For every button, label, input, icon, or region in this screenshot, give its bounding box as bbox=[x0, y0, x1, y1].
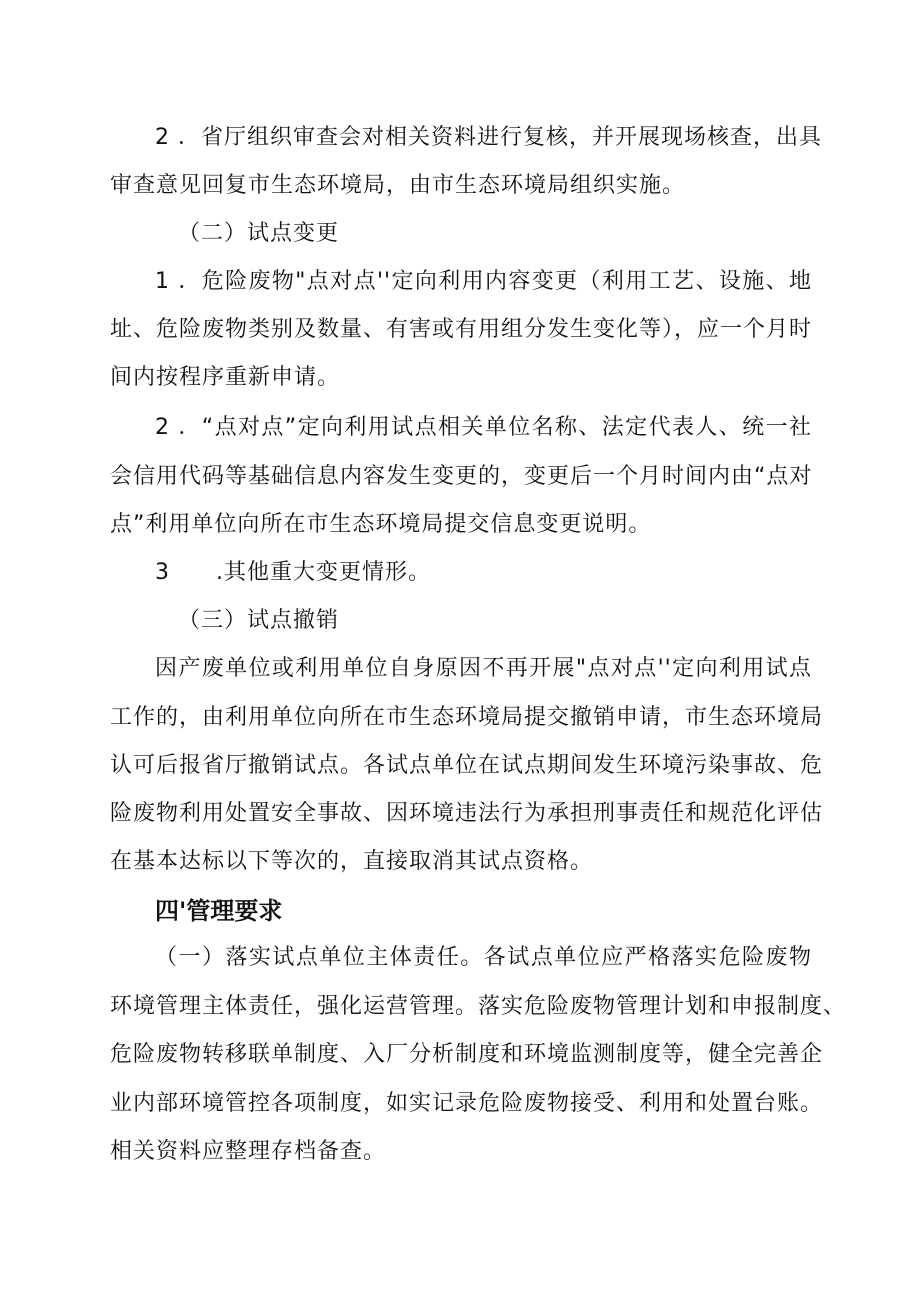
paragraph-line: （一）落实试点单位主体责任。各试点单位应严格落实危险废物 bbox=[155, 945, 812, 970]
paragraph-line: 点”利用单位向所在市生态环境局提交信息变更说明。 bbox=[110, 512, 652, 537]
paragraph-line: 2 ．“点对点”定向利用试点相关单位名称、法定代表人、统一社 bbox=[155, 415, 812, 440]
paragraph-line: 会信用代码等基础信息内容发生变更的，变更后一个月时间内由“点对 bbox=[110, 464, 813, 489]
paragraph-line: 危险废物转移联单制度、入厂分析制度和环境监测制度等，健全完善企 bbox=[110, 1042, 824, 1067]
paragraph-line: 间内按程序重新申请。 bbox=[110, 365, 341, 390]
paragraph-line: 址、危险废物类别及数量、有害或有用组分发生变化等），应一个月时 bbox=[110, 317, 813, 342]
paragraph-line: 相关资料应整理存档备查。 bbox=[110, 1139, 387, 1164]
paragraph-line: 险废物利用处置安全事故、因环境违法行为承担刑事责任和规范化评估 bbox=[110, 801, 824, 826]
paragraph-line: 认可后报省厅撤销试点。各试点单位在试点期间发生环境污染事故、危 bbox=[110, 753, 824, 778]
section-subheading: （二）试点变更 bbox=[178, 221, 340, 246]
paragraph-line: 在基本达标以下等次的，直接取消其试点资格。 bbox=[110, 849, 594, 874]
paragraph-line: 2 ．省厅组织审查会对相关资料进行复核，并开展现场核查，出具 bbox=[155, 125, 822, 150]
paragraph-line: 业内部环境管控各项制度，如实记录危险废物接受、利用和处置台账。 bbox=[110, 1091, 824, 1116]
paragraph-line: 1 ．危险废物"点对点''定向利用内容变更（利用工艺、设施、地 bbox=[155, 269, 812, 294]
paragraph-line: 审查意见回复市生态环境局，由市生态环境局组织实施。 bbox=[110, 173, 686, 198]
paragraph-line: 环境管理主体责任，强化运营管理。落实危险废物管理计划和申报制度、 bbox=[110, 994, 847, 1019]
paragraph-line: 因产废单位或利用单位自身原因不再开展"点对点''定向利用试点 bbox=[155, 656, 812, 681]
section-subheading: （三）试点撤销 bbox=[178, 608, 340, 633]
paragraph-line: 工作的，由利用单位向所在市生态环境局提交撤销申请，市生态环境局 bbox=[110, 705, 824, 730]
section-heading: 四'管理要求 bbox=[155, 897, 283, 925]
paragraph-line: 3 .其他重大变更情形。 bbox=[155, 560, 431, 585]
